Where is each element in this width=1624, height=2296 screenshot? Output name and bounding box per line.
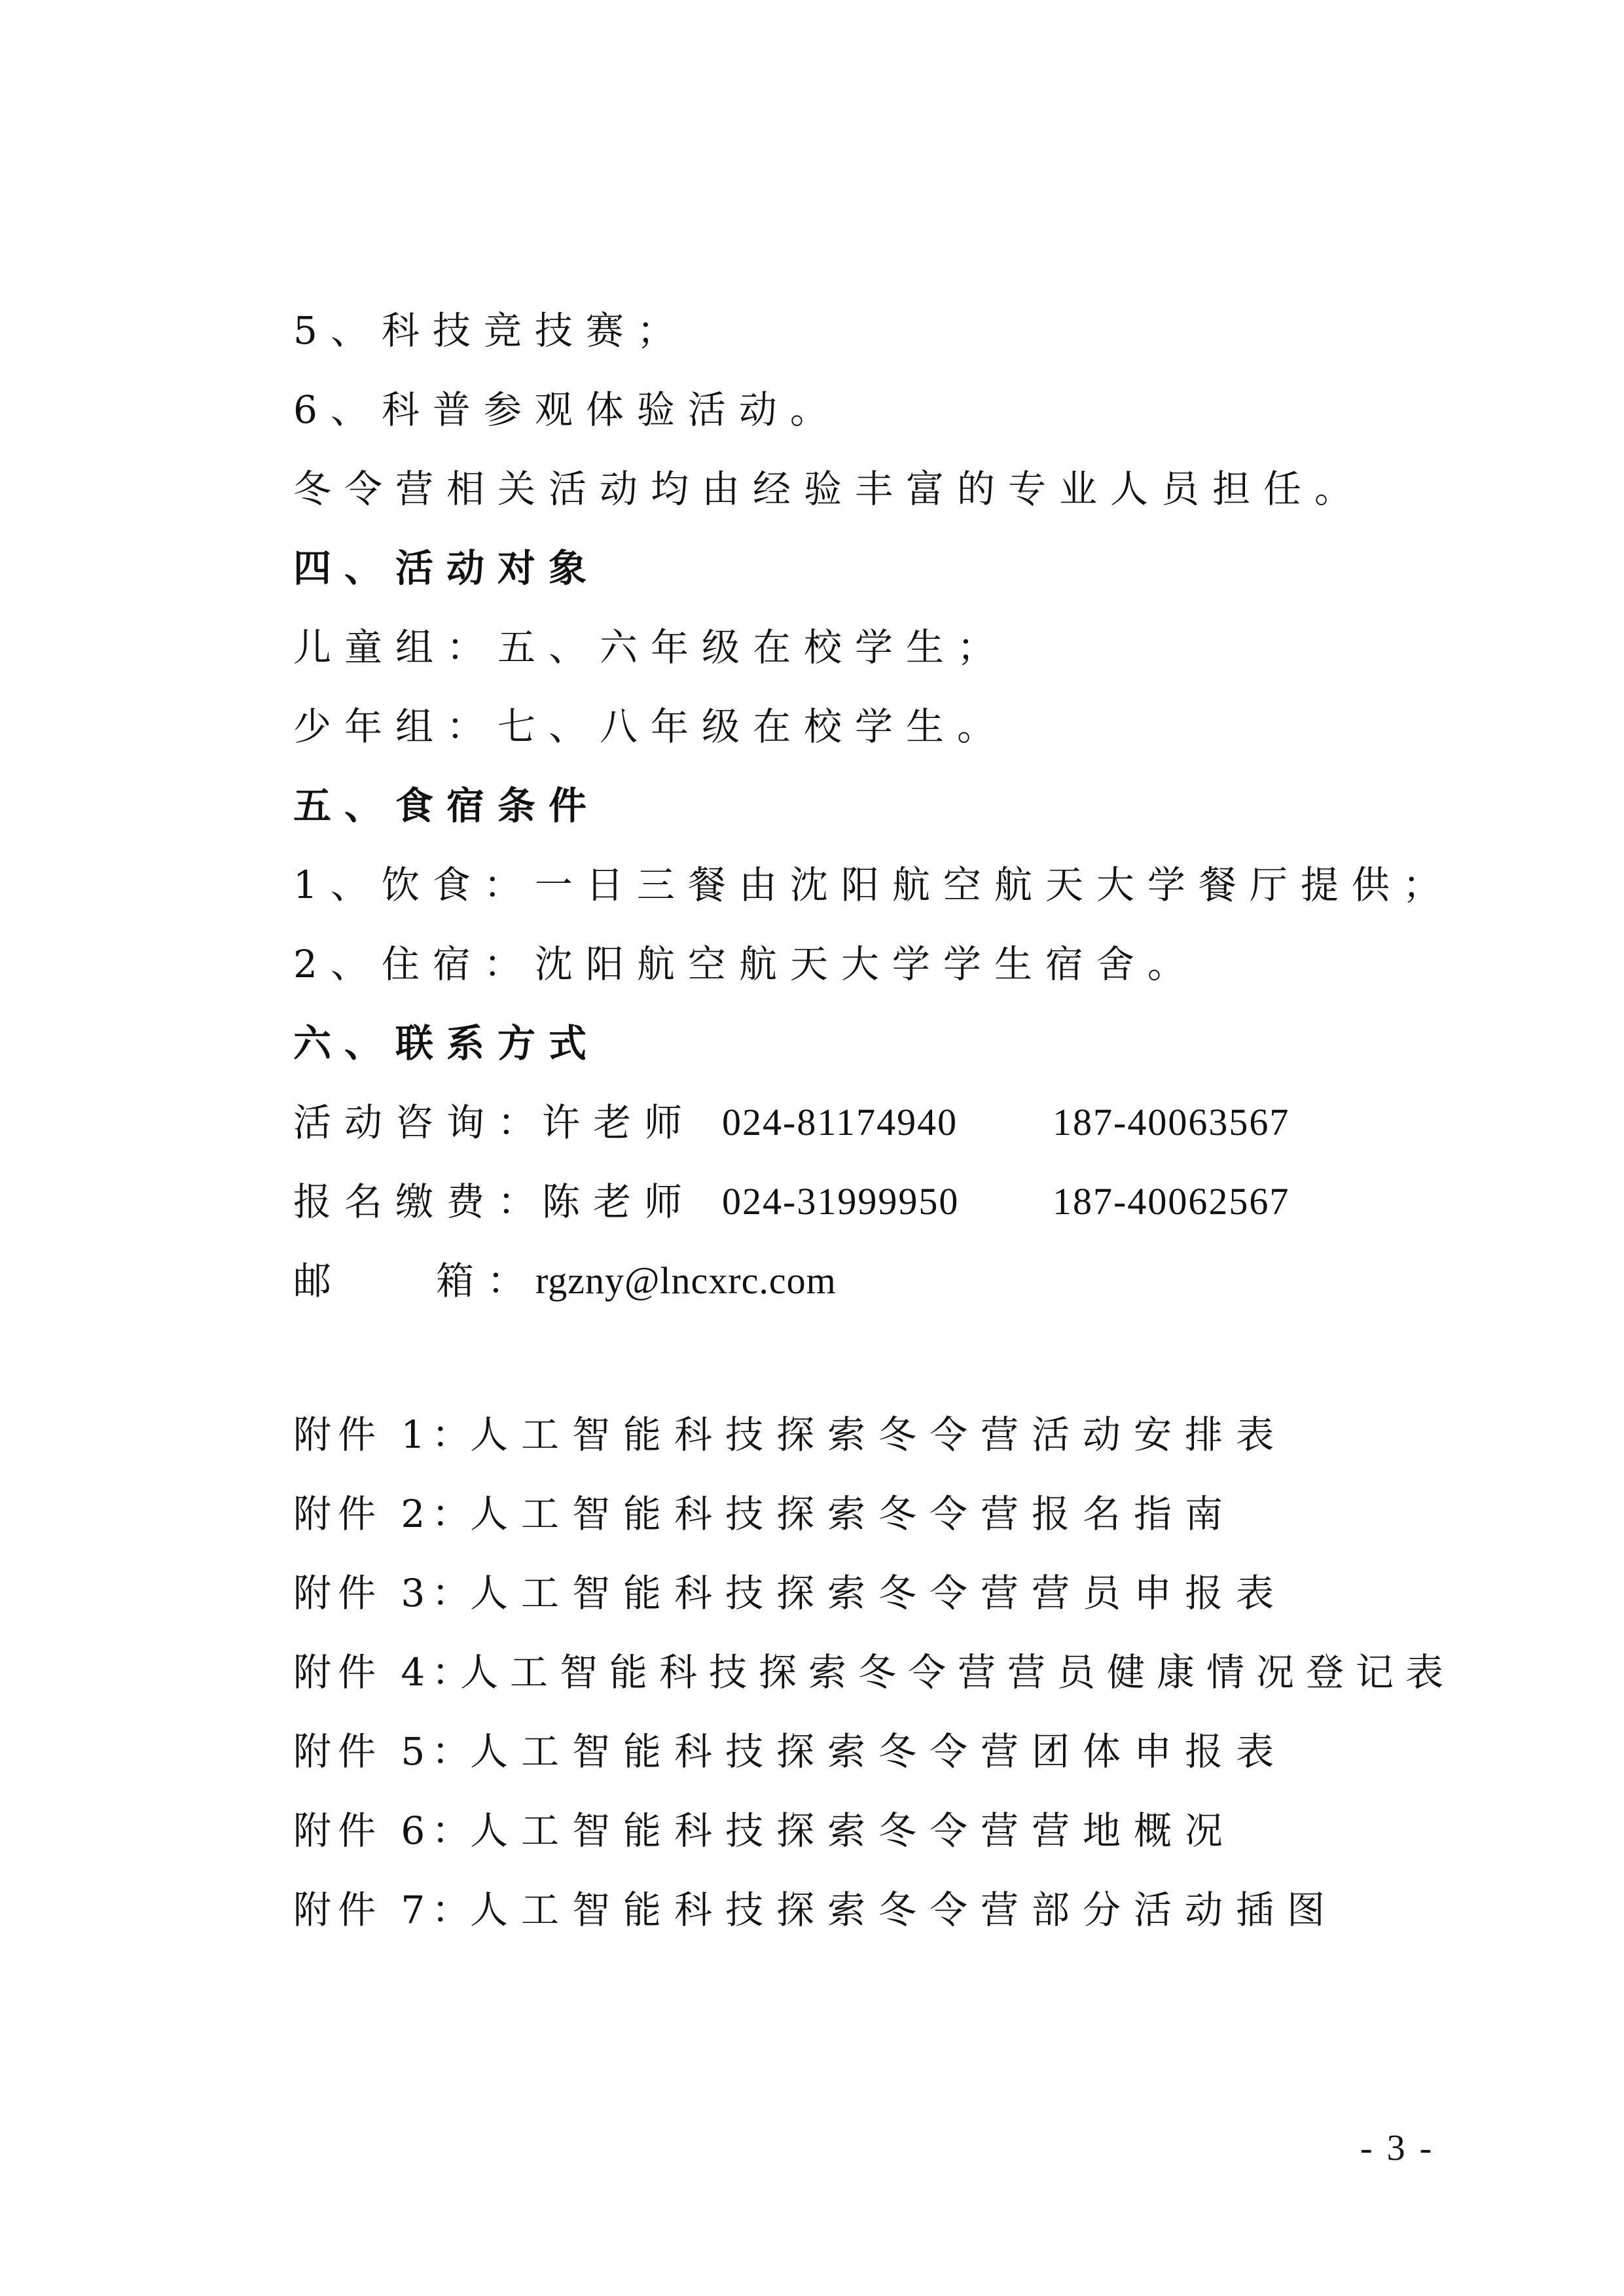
attachment-prefix: 附件 1： bbox=[293, 1412, 477, 1457]
attachment-prefix: 附件 7： bbox=[293, 1888, 477, 1932]
accommodation-lodging: 2、住宿：沈阳航空航天大学学生宿舍。 bbox=[293, 942, 1199, 986]
contact-phone: 024-81174940 bbox=[722, 1101, 958, 1143]
contact-label: 活动咨询： bbox=[293, 1100, 549, 1145]
attachment-prefix: 附件 3： bbox=[293, 1571, 477, 1615]
section-heading-accommodation: 五、食宿条件 bbox=[293, 783, 600, 828]
attachment-item bbox=[293, 1808, 1236, 1854]
participant-teen-group: 少年组：七、八年级在校学生。 bbox=[293, 704, 1009, 749]
attachment-prefix: 附件 6： bbox=[293, 1808, 477, 1853]
participant-children-group: 儿童组：五、六年级在校学生； bbox=[293, 625, 1009, 670]
email-address: rgzny@lncxrc.com bbox=[535, 1259, 837, 1302]
contact-row-registration bbox=[293, 1179, 1290, 1225]
accommodation-food: 1、饮食：一日三餐由沈阳航空航天大学餐厅提供； bbox=[293, 863, 1454, 907]
attachment-title: 人工智能科技探索冬令营报名指南 bbox=[470, 1492, 1236, 1536]
contact-phone: 024-31999950 bbox=[722, 1180, 960, 1223]
attachment-prefix: 附件 2： bbox=[293, 1492, 477, 1536]
attachment-title: 人工智能科技探索冬令营部分活动插图 bbox=[470, 1888, 1339, 1932]
attachment-item bbox=[293, 1491, 1236, 1537]
attachment-prefix: 附件 5： bbox=[293, 1729, 477, 1774]
attachment-item bbox=[293, 1729, 1288, 1774]
page-number: - 3 - bbox=[1360, 2128, 1435, 2168]
attachment-item bbox=[293, 1570, 1288, 1616]
attachment-title: 人工智能科技探索冬令营营地概况 bbox=[470, 1808, 1236, 1853]
contact-row-inquiry bbox=[293, 1100, 1290, 1145]
section-heading-contact: 六、联系方式 bbox=[293, 1021, 600, 1066]
contact-name: 陈老师 bbox=[542, 1179, 696, 1224]
list-item-5: 5、科技竞技赛； bbox=[293, 308, 688, 353]
attachment-item bbox=[293, 1412, 1288, 1458]
section-heading-participants: 四、活动对象 bbox=[293, 546, 600, 590]
email-label-part1: 邮 bbox=[293, 1259, 345, 1303]
email-label-part2: 箱： bbox=[436, 1259, 539, 1303]
paragraph-note: 冬令营相关活动均由经验丰富的专业人员担任。 bbox=[293, 467, 1366, 511]
attachment-item bbox=[293, 1649, 1456, 1695]
contact-mobile: 187-40062567 bbox=[1053, 1180, 1290, 1223]
attachment-title: 人工智能科技探索冬令营团体申报表 bbox=[470, 1729, 1288, 1774]
attachment-title: 人工智能科技探索冬令营营员健康情况登记表 bbox=[460, 1650, 1456, 1695]
contact-mobile: 187-40063567 bbox=[1053, 1101, 1290, 1143]
contact-label: 报名缴费： bbox=[293, 1179, 549, 1224]
attachment-title: 人工智能科技探索冬令营营员申报表 bbox=[470, 1571, 1288, 1615]
contact-name: 许老师 bbox=[542, 1100, 696, 1145]
list-item-6: 6、科普参观体验活动。 bbox=[293, 387, 841, 432]
attachment-title: 人工智能科技探索冬令营活动安排表 bbox=[470, 1412, 1288, 1457]
attachment-prefix: 附件 4： bbox=[293, 1650, 477, 1695]
contact-row-email bbox=[293, 1258, 837, 1304]
attachment-item bbox=[293, 1887, 1339, 1933]
